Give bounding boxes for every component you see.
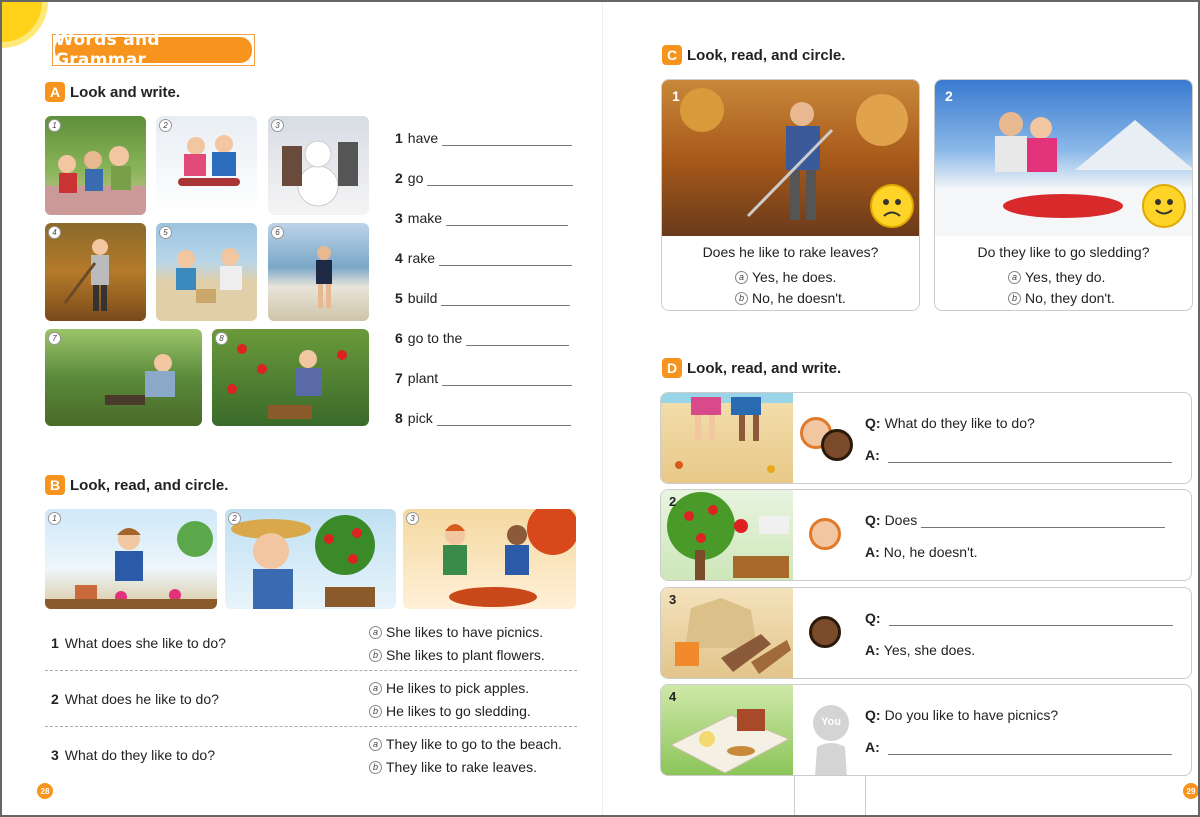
a-label: A: [865,642,880,658]
item-word: have [407,130,439,146]
item-number: 3 [395,210,403,226]
q-text: What do they like to do? [884,415,1035,431]
photo-raking-leaves [45,223,146,321]
banner-title: Words and Grammar [55,37,252,63]
photo-family-picnic [45,116,146,215]
girl-face-icon [809,616,841,648]
sad-face-icon [870,184,914,228]
a-text: No, he doesn't. [883,544,978,560]
picture-number: 2 [228,512,241,525]
option-letter-circle: a [369,626,382,639]
page-gutter [602,2,603,817]
item-word: pick [407,410,433,426]
d-card-1 [660,392,1192,484]
answer-blank[interactable] [888,449,1172,463]
you-label: You [821,716,841,728]
photo-number: 8 [215,332,228,345]
a-label: A: [865,739,880,755]
answer-blank[interactable] [889,612,1173,626]
option-letter-circle: b [369,705,382,718]
option-2a[interactable] [369,680,529,696]
q-text: Does [884,512,918,528]
page-number-right: 29 [1183,783,1199,799]
illustration-apple-picking [661,490,793,581]
item-word: rake [407,250,436,266]
d-card-4 [660,684,1192,776]
photo-planting-garden [45,329,202,426]
section-b-badge: B [45,475,65,495]
item-number: 4 [395,250,403,266]
option-letter-circle: a [369,738,382,751]
q-label: Q: [865,610,881,626]
photo-building-sandcastle [156,223,257,321]
photo-number: 4 [48,226,61,239]
card-number: 4 [669,689,677,704]
q-label: Q: [865,512,881,528]
item-word: build [407,290,438,306]
q-label: Q: [865,415,881,431]
question-number: 3 [51,747,59,763]
option-1a[interactable] [369,624,543,640]
option-text: No, he doesn't. [752,290,846,306]
item-word: plant [407,370,439,386]
d-q-line [865,610,1173,626]
illustration-picnic [661,685,793,776]
option-text: She likes to plant flowers. [386,647,545,663]
photo-number: 7 [48,332,61,345]
question-text: What does she like to do? [64,635,226,651]
girl-face-icon [821,429,853,461]
section-banner [52,30,255,70]
answer-blank[interactable] [442,132,572,146]
item-number: 2 [395,170,403,186]
write-item [395,130,572,146]
write-item [395,330,569,346]
section-c-title: Look, read, and circle. [687,46,846,64]
happy-face-icon [1142,184,1186,228]
option-3a[interactable] [369,736,562,752]
c-question: Do they like to go sledding? [977,244,1150,260]
d-q-line [865,512,1165,528]
item-number: 7 [395,370,403,386]
c-card-1 [661,79,920,311]
photo-number: 1 [48,119,61,132]
option-text: Yes, he does. [752,269,837,285]
q-label: Q: [865,707,881,723]
section-b-title: Look, read, and circle. [70,476,229,494]
c-option-1b[interactable] [735,290,846,306]
d-card-2 [660,489,1192,581]
write-item [395,170,573,186]
d-card-3 [660,587,1192,679]
a-label: A: [865,544,880,560]
d-a-line [865,739,1172,755]
a-label: A: [865,447,880,463]
option-letter-circle: b [1008,292,1021,305]
answer-blank[interactable] [442,372,572,386]
card-number: 2 [945,88,953,104]
section-d-badge: D [662,358,682,378]
answer-blank[interactable] [888,741,1172,755]
photo-man-raking [662,80,920,236]
sun-decoration [0,0,42,42]
d-a-line [865,544,978,560]
you-figure-icon [811,703,851,776]
c-card-2 [934,79,1193,311]
section-a-badge: A [45,82,65,102]
item-word: go [407,170,424,186]
answer-blank[interactable] [427,172,573,186]
photo-sledding-pair [935,80,1193,236]
item-number: 6 [395,330,403,346]
divider [45,670,577,671]
illustration-woman-planting [45,509,217,609]
option-2b[interactable] [369,703,531,719]
item-number: 1 [395,130,403,146]
binding-marks [794,776,866,817]
option-letter-circle: a [369,682,382,695]
boy-face-icon [809,518,841,550]
section-b-heading [45,475,228,495]
answer-blank[interactable] [446,212,568,226]
item-number: 5 [395,290,403,306]
option-text: No, they don't. [1025,290,1115,306]
c-question: Does he like to rake leaves? [702,244,879,260]
question-2 [51,691,219,707]
section-a-heading [45,82,180,102]
picture-number: 1 [48,512,61,525]
write-item [395,250,572,266]
option-letter-circle: b [735,292,748,305]
question-number: 2 [51,691,59,707]
item-word: go to the [407,330,463,346]
question-text: What do they like to do? [64,747,215,763]
answer-blank[interactable] [441,292,570,306]
option-text: He likes to pick apples. [386,680,530,696]
d-q-line [865,707,1058,723]
photo-number: 2 [159,119,172,132]
c-option-1a[interactable] [735,269,836,285]
option-text: They like to go to the beach. [386,736,562,752]
option-3b[interactable] [369,759,537,775]
d-a-line [865,642,975,658]
option-letter-circle: b [369,649,382,662]
photo-boy-at-beach [268,223,369,321]
photo-number: 5 [159,226,172,239]
section-a-title: Look and write. [70,83,181,101]
option-text: He likes to go sledding. [386,703,531,719]
answer-blank[interactable] [439,252,572,266]
d-q-line [865,415,1035,431]
option-1b[interactable] [369,647,545,663]
item-word: make [407,210,443,226]
q-text: Do you like to have picnics? [884,707,1059,723]
illustration-kids-raking [403,509,576,609]
illustration-beach-walk [661,393,793,484]
answer-blank[interactable] [437,412,571,426]
option-text: Yes, they do. [1025,269,1106,285]
option-letter-circle: a [1008,271,1021,284]
photo-picking-apples [212,329,369,426]
page-number-left: 28 [37,783,53,799]
option-letter-circle: b [369,761,382,774]
photo-making-snowman [268,116,369,215]
photo-number: 6 [271,226,284,239]
c-option-2a[interactable] [1008,269,1105,285]
option-text: They like to rake leaves. [386,759,537,775]
option-text: She likes to have picnics. [386,624,544,640]
section-c-badge: C [662,45,682,65]
card-number: 1 [672,88,680,104]
a-text: Yes, she does. [883,642,976,658]
answer-blank[interactable] [466,332,569,346]
picture-number: 3 [406,512,419,525]
section-d-heading [662,358,841,378]
write-item [395,370,572,386]
c-option-2b[interactable] [1008,290,1115,306]
write-item [395,290,570,306]
answer-blank[interactable] [921,514,1165,528]
question-3 [51,747,215,763]
illustration-farmer-apples [225,509,396,609]
photo-kids-sledding [156,116,257,215]
write-item [395,210,568,226]
divider [45,726,577,727]
question-1 [51,635,226,651]
question-text: What does he like to do? [64,691,219,707]
illustration-sandcastle [661,588,793,679]
card-number: 2 [669,494,677,509]
d-a-line [865,447,1172,463]
card-number: 3 [669,592,677,607]
photo-number: 3 [271,119,284,132]
section-c-heading [662,45,845,65]
section-d-title: Look, read, and write. [687,359,842,377]
question-number: 1 [51,635,59,651]
item-number: 8 [395,410,403,426]
write-item [395,410,571,426]
option-letter-circle: a [735,271,748,284]
